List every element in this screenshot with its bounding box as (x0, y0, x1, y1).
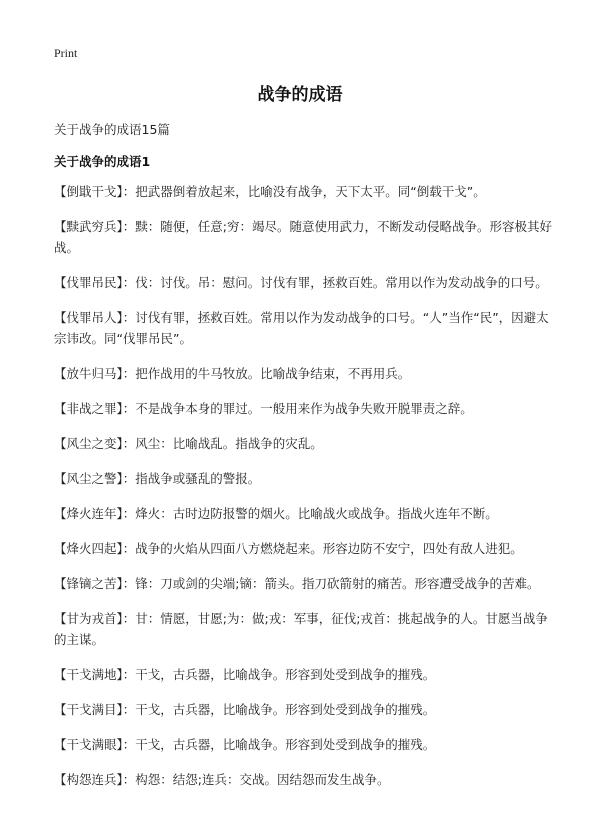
idiom-definition: ：把武器倒着放起来，比喻没有战争，天下太平。同“倒载干戈”。 (122, 184, 486, 199)
document-subtitle: 关于战争的成语15篇 (54, 122, 170, 137)
idiom-entry (54, 664, 554, 685)
idiom-definition: ：干戈，古兵器，比喻战争。形容到处受到战争的摧残。 (122, 737, 436, 752)
idiom-term: 【放牛归马】 (54, 366, 123, 381)
idiom-entry (54, 699, 554, 720)
idiom-definition: ：战争的火焰从四面八方燃烧起来。形容边防不安宁，四处有敌人进犯。 (122, 541, 523, 556)
idiom-term: 【干戈满地】 (54, 667, 123, 682)
idiom-term: 【风尘之警】 (54, 471, 123, 486)
idiom-definition: ：烽火：古时边防报警的烟火。比喻战火或战争。指战火连年不断。 (122, 506, 498, 521)
idiom-term: 【非战之罪】 (54, 401, 123, 416)
idiom-entry (54, 181, 554, 202)
idiom-entry (54, 734, 554, 755)
page-title: 战争的成语 (257, 85, 343, 105)
idiom-entry (54, 769, 554, 790)
idiom-term: 【黩武穷兵】 (54, 219, 123, 234)
section-heading: 关于战争的成语1 (54, 154, 151, 169)
idiom-term: 【倒戢干戈】 (54, 184, 123, 199)
idiom-term: 【构怨连兵】 (54, 772, 123, 787)
print-label: Print (54, 46, 78, 60)
idiom-term: 【风尘之变】 (54, 436, 123, 451)
idiom-definition: ：黩：随便，任意;穷：竭尽。随意使用武力，不断发动侵略战争。形容极其好战。 (54, 219, 552, 255)
idiom-definition: ：干戈，古兵器，比喻战争。形容到处受到战争的摧残。 (122, 667, 436, 682)
idiom-term: 【干戈满目】 (54, 702, 123, 717)
idiom-term: 【锋镝之苦】 (54, 576, 123, 591)
idiom-entry (54, 307, 554, 349)
idiom-definition: ：讨伐有罪，拯救百姓。常用以作为发动战争的口号。“人”当作“民”，因避太宗讳改。同“伐罪吊民”。 (54, 310, 549, 346)
idiom-definition: ：风尘：比喻战乱。指战争的灾乱。 (122, 436, 323, 451)
idiom-definition: ：不是战争本身的罪过。一般用来作为战争失败开脱罪责之辞。 (122, 401, 473, 416)
idiom-entry (54, 503, 554, 524)
idiom-entry (54, 608, 554, 650)
idiom-definition: ：把作战用的牛马牧放。比喻战争结束，不再用兵。 (122, 366, 411, 381)
idiom-entry (54, 433, 554, 454)
idiom-entry (54, 573, 554, 594)
idiom-entry (54, 538, 554, 559)
idiom-term: 【甘为戎首】 (54, 611, 123, 626)
idiom-entry (54, 216, 554, 258)
idiom-term: 【干戈满眼】 (54, 737, 123, 752)
idiom-definition: ：伐：讨伐。吊：慰问。讨伐有罪，拯救百姓。常用以作为发动战争的口号。 (122, 275, 548, 290)
idiom-term: 【伐罪吊民】 (54, 275, 123, 290)
idiom-list (54, 181, 554, 804)
idiom-entry (54, 468, 554, 489)
idiom-term: 【伐罪吊人】 (54, 310, 123, 325)
idiom-definition: ：指战争或骚乱的警报。 (122, 471, 261, 486)
idiom-definition: ：构怨：结怨;连兵：交战。因结怨而发生战争。 (122, 772, 390, 787)
idiom-term: 【烽火四起】 (54, 541, 123, 556)
idiom-definition: ：干戈，古兵器，比喻战争。形容到处受到战争的摧残。 (122, 702, 436, 717)
idiom-entry (54, 363, 554, 384)
idiom-definition: ：甘：情愿，甘愿;为：做;戎：军事，征伐;戎首：挑起战争的人。甘愿当战争的主谋。 (54, 611, 548, 647)
idiom-entry (54, 398, 554, 419)
idiom-term: 【烽火连年】 (54, 506, 123, 521)
idiom-entry (54, 272, 554, 293)
idiom-definition: ：锋：刀或剑的尖端;镝：箭头。指刀砍箭射的痛苦。形容遭受战争的苦难。 (122, 576, 540, 591)
